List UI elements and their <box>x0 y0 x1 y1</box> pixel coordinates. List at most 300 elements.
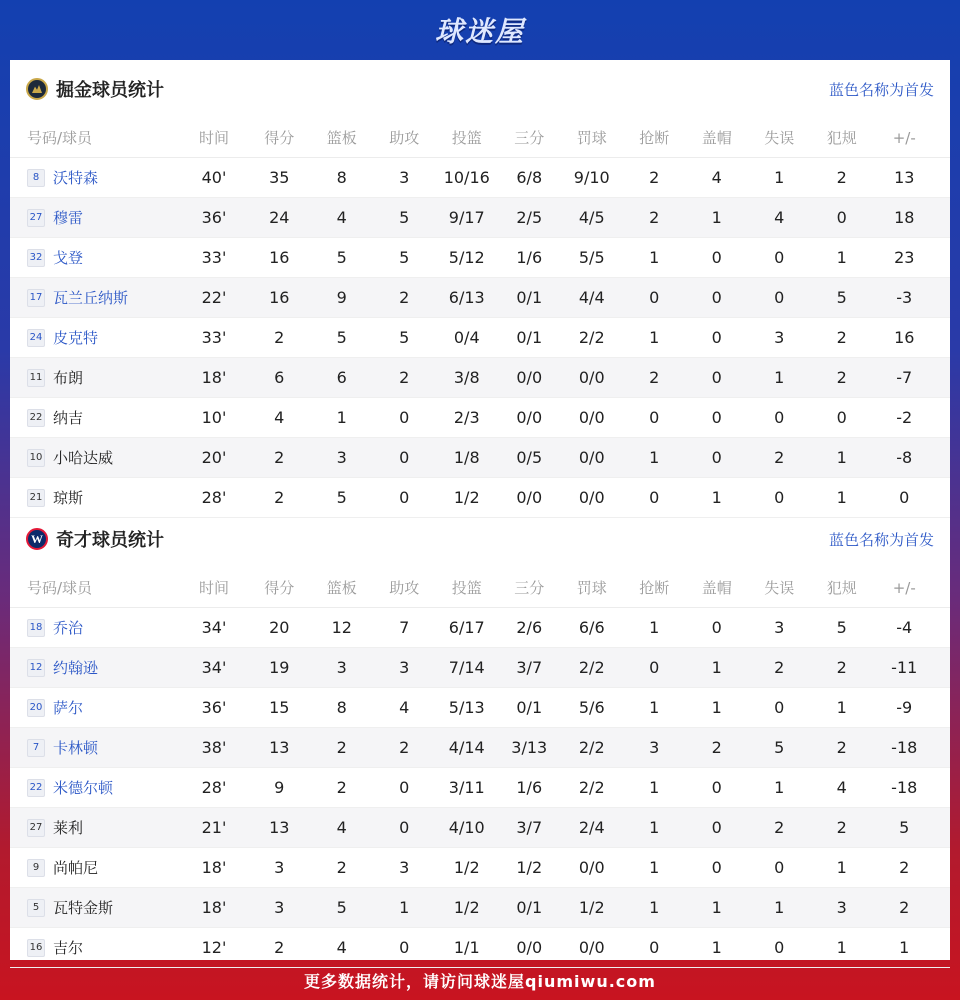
column-header: 篮板 <box>326 579 357 597</box>
field-goals-cell: 1/8 <box>453 448 480 467</box>
player-name-link[interactable]: 米德尔顿 <box>53 779 114 797</box>
fouls-cell: 1 <box>836 858 847 877</box>
points-cell: 16 <box>269 288 290 307</box>
field-goals-cell: 4/14 <box>448 738 485 757</box>
table-row[interactable] <box>10 648 950 688</box>
fouls-cell: 2 <box>836 738 847 757</box>
team-section-nuggets <box>10 60 950 518</box>
assists-cell: 2 <box>399 368 410 387</box>
column-header: 犯规 <box>826 579 857 597</box>
rebounds-cell: 8 <box>336 698 347 717</box>
free-throws-cell: 2/2 <box>578 658 605 677</box>
player-name-link[interactable]: 吉尔 <box>53 939 84 957</box>
section-header <box>10 510 950 568</box>
jersey-number-badge: 27 <box>27 209 45 227</box>
steals-cell: 2 <box>649 208 660 227</box>
plus-minus-cell: 23 <box>894 248 915 267</box>
steals-cell: 1 <box>649 618 660 637</box>
rebounds-cell: 4 <box>336 938 347 957</box>
free-throws-cell: 0/0 <box>578 488 605 507</box>
table-row[interactable] <box>10 768 950 808</box>
fouls-cell: 2 <box>836 328 847 347</box>
turnovers-cell: 0 <box>774 408 785 427</box>
fouls-cell: 2 <box>836 658 847 677</box>
blocks-cell: 1 <box>711 658 722 677</box>
assists-cell: 7 <box>399 618 410 637</box>
table-row[interactable] <box>10 158 950 198</box>
column-header: 罚球 <box>576 579 607 597</box>
player-name-link[interactable]: 纳吉 <box>53 409 84 427</box>
player-name-link[interactable]: 穆雷 <box>53 209 84 227</box>
player-name-link[interactable]: 瓦特金斯 <box>53 899 114 917</box>
three-pointers-cell: 1/6 <box>516 248 543 267</box>
player-cell <box>10 287 180 308</box>
player-name-link[interactable]: 布朗 <box>53 369 84 387</box>
stats-panel <box>10 60 950 960</box>
jersey-number-badge: 9 <box>27 859 45 877</box>
points-cell: 13 <box>269 738 290 757</box>
blocks-cell: 0 <box>711 618 722 637</box>
player-name-link[interactable]: 瓦兰丘纳斯 <box>53 289 129 307</box>
column-header: +/- <box>892 128 916 147</box>
three-pointers-cell: 1/2 <box>516 858 543 877</box>
column-header: 三分 <box>514 129 545 147</box>
points-cell: 9 <box>274 778 285 797</box>
plus-minus-cell: -4 <box>896 618 913 637</box>
assists-cell: 1 <box>399 898 410 917</box>
table-row[interactable] <box>10 728 950 768</box>
wizards-logo-icon: W <box>26 528 48 550</box>
column-header: 盖帽 <box>701 579 732 597</box>
jersey-number-badge: 27 <box>27 819 45 837</box>
field-goals-cell: 6/13 <box>448 288 485 307</box>
blocks-cell: 2 <box>711 738 722 757</box>
column-header: 得分 <box>264 129 295 147</box>
player-name-link[interactable]: 尚帕尼 <box>53 859 99 877</box>
fouls-cell: 2 <box>836 818 847 837</box>
three-pointers-cell: 0/0 <box>516 938 543 957</box>
steals-cell: 1 <box>649 698 660 717</box>
rebounds-cell: 4 <box>336 208 347 227</box>
fouls-cell: 1 <box>836 698 847 717</box>
plus-minus-cell: -3 <box>896 288 913 307</box>
minutes-cell: 33' <box>201 248 227 267</box>
site-logo[interactable]: 球迷屋 <box>434 15 525 48</box>
assists-cell: 0 <box>399 778 410 797</box>
steals-cell: 0 <box>649 408 660 427</box>
assists-cell: 2 <box>399 288 410 307</box>
field-goals-cell: 2/3 <box>453 408 480 427</box>
rebounds-cell: 2 <box>336 858 347 877</box>
points-cell: 3 <box>274 858 285 877</box>
rebounds-cell: 5 <box>336 898 347 917</box>
steals-cell: 2 <box>649 368 660 387</box>
fouls-cell: 0 <box>836 208 847 227</box>
player-cell <box>10 897 180 918</box>
free-throws-cell: 0/0 <box>578 858 605 877</box>
steals-cell: 1 <box>649 778 660 797</box>
three-pointers-cell: 6/8 <box>516 168 543 187</box>
player-cell <box>10 167 180 188</box>
turnovers-cell: 0 <box>774 488 785 507</box>
blocks-cell: 0 <box>711 328 722 347</box>
minutes-cell: 18' <box>201 368 227 387</box>
three-pointers-cell: 0/0 <box>516 488 543 507</box>
rebounds-cell: 12 <box>331 618 352 637</box>
free-throws-cell: 0/0 <box>578 938 605 957</box>
turnovers-cell: 3 <box>774 328 785 347</box>
rebounds-cell: 2 <box>336 738 347 757</box>
column-header: 助攻 <box>389 129 420 147</box>
points-cell: 13 <box>269 818 290 837</box>
turnovers-cell: 2 <box>774 818 785 837</box>
turnovers-cell: 2 <box>774 658 785 677</box>
plus-minus-cell: 0 <box>899 488 910 507</box>
turnovers-cell: 5 <box>774 738 785 757</box>
player-name-link[interactable]: 琼斯 <box>53 489 84 507</box>
column-header: 盖帽 <box>701 129 732 147</box>
steals-cell: 1 <box>649 818 660 837</box>
rebounds-cell: 1 <box>336 408 347 427</box>
fouls-cell: 1 <box>836 248 847 267</box>
rebounds-cell: 4 <box>336 818 347 837</box>
jersey-number-badge: 18 <box>27 619 45 637</box>
points-cell: 2 <box>274 328 285 347</box>
turnovers-cell: 2 <box>774 448 785 467</box>
turnovers-cell: 4 <box>774 208 785 227</box>
plus-minus-cell: 5 <box>899 818 910 837</box>
stats-table <box>10 118 950 518</box>
steals-cell: 1 <box>649 328 660 347</box>
player-cell <box>10 247 180 268</box>
assists-cell: 0 <box>399 938 410 957</box>
free-throws-cell: 4/5 <box>578 208 605 227</box>
assists-cell: 0 <box>399 818 410 837</box>
player-cell <box>10 737 180 758</box>
table-row[interactable] <box>10 318 950 358</box>
plus-minus-cell: 18 <box>894 208 915 227</box>
column-header: +/- <box>892 578 916 597</box>
player-cell <box>10 327 180 348</box>
blocks-cell: 0 <box>711 818 722 837</box>
table-row[interactable] <box>10 238 950 278</box>
starter-legend-note: 蓝色名称为首发 <box>828 530 934 549</box>
points-cell: 35 <box>269 168 290 187</box>
column-header: 抢断 <box>639 579 670 597</box>
steals-cell: 1 <box>649 898 660 917</box>
plus-minus-cell: 2 <box>899 898 910 917</box>
jersey-number-badge: 8 <box>27 169 45 187</box>
assists-cell: 3 <box>399 168 410 187</box>
assists-cell: 0 <box>399 408 410 427</box>
player-name-link[interactable]: 卡林顿 <box>53 739 99 757</box>
blocks-cell: 1 <box>711 938 722 957</box>
stats-table <box>10 568 950 968</box>
free-throws-cell: 0/0 <box>578 368 605 387</box>
plus-minus-cell: 1 <box>899 938 910 957</box>
three-pointers-cell: 2/5 <box>516 208 543 227</box>
free-throws-cell: 4/4 <box>578 288 605 307</box>
plus-minus-cell: -18 <box>891 778 918 797</box>
minutes-cell: 12' <box>201 938 227 957</box>
player-name-link[interactable]: 皮克特 <box>53 329 99 347</box>
assists-cell: 0 <box>399 488 410 507</box>
player-name-link[interactable]: 莱利 <box>53 819 84 837</box>
three-pointers-cell: 3/7 <box>516 658 543 677</box>
minutes-cell: 22' <box>201 288 227 307</box>
fouls-cell: 1 <box>836 448 847 467</box>
three-pointers-cell: 0/5 <box>516 448 543 467</box>
column-header: 犯规 <box>826 129 857 147</box>
field-goals-cell: 1/2 <box>453 898 480 917</box>
jersey-number-badge: 24 <box>27 329 45 347</box>
section-title: 掘金球员统计 <box>56 80 164 101</box>
player-cell <box>10 817 180 838</box>
free-throws-cell: 2/2 <box>578 328 605 347</box>
blocks-cell: 0 <box>711 408 722 427</box>
minutes-cell: 20' <box>201 448 227 467</box>
plus-minus-cell: -7 <box>896 368 913 387</box>
free-throws-cell: 2/2 <box>578 778 605 797</box>
field-goals-cell: 3/11 <box>448 778 485 797</box>
nuggets-logo-icon <box>26 78 48 100</box>
column-header: 失误 <box>764 579 795 597</box>
player-name-link[interactable]: 戈登 <box>53 249 84 267</box>
column-header: 三分 <box>514 579 545 597</box>
section-title: 奇才球员统计 <box>56 530 164 551</box>
player-name-link[interactable]: 沃特森 <box>53 169 99 187</box>
plus-minus-cell: -8 <box>896 448 913 467</box>
free-throws-cell: 0/0 <box>578 408 605 427</box>
points-cell: 15 <box>269 698 290 717</box>
jersey-number-badge: 16 <box>27 939 45 957</box>
three-pointers-cell: 2/6 <box>516 618 543 637</box>
column-header: 号码/球员 <box>27 579 93 597</box>
table-row[interactable] <box>10 608 950 648</box>
turnovers-cell: 0 <box>774 288 785 307</box>
table-header-row <box>10 568 950 608</box>
fouls-cell: 1 <box>836 938 847 957</box>
blocks-cell: 1 <box>711 488 722 507</box>
free-throws-cell: 2/4 <box>578 818 605 837</box>
free-throws-cell: 6/6 <box>578 618 605 637</box>
blocks-cell: 0 <box>711 858 722 877</box>
rebounds-cell: 5 <box>336 488 347 507</box>
minutes-cell: 34' <box>201 658 227 677</box>
column-header: 罚球 <box>576 129 607 147</box>
fouls-cell: 0 <box>836 408 847 427</box>
points-cell: 16 <box>269 248 290 267</box>
turnovers-cell: 0 <box>774 698 785 717</box>
rebounds-cell: 9 <box>336 288 347 307</box>
minutes-cell: 36' <box>201 698 227 717</box>
jersey-number-badge: 5 <box>27 899 45 917</box>
table-row[interactable] <box>10 848 950 888</box>
blocks-cell: 0 <box>711 288 722 307</box>
fouls-cell: 1 <box>836 488 847 507</box>
assists-cell: 5 <box>399 248 410 267</box>
player-cell <box>10 697 180 718</box>
field-goals-cell: 1/2 <box>453 488 480 507</box>
table-row[interactable] <box>10 688 950 728</box>
field-goals-cell: 9/17 <box>448 208 485 227</box>
field-goals-cell: 7/14 <box>448 658 485 677</box>
minutes-cell: 33' <box>201 328 227 347</box>
rebounds-cell: 6 <box>336 368 347 387</box>
column-header: 得分 <box>264 579 295 597</box>
three-pointers-cell: 0/1 <box>516 898 543 917</box>
blocks-cell: 1 <box>711 898 722 917</box>
steals-cell: 0 <box>649 658 660 677</box>
three-pointers-cell: 0/1 <box>516 288 543 307</box>
field-goals-cell: 5/12 <box>448 248 485 267</box>
field-goals-cell: 3/8 <box>453 368 480 387</box>
jersey-number-badge: 10 <box>27 449 45 467</box>
assists-cell: 0 <box>399 448 410 467</box>
three-pointers-cell: 3/13 <box>511 738 548 757</box>
field-goals-cell: 0/4 <box>453 328 480 347</box>
table-row[interactable] <box>10 198 950 238</box>
jersey-number-badge: 22 <box>27 409 45 427</box>
jersey-number-badge: 20 <box>27 699 45 717</box>
player-cell <box>10 617 180 638</box>
player-cell <box>10 367 180 388</box>
table-row[interactable] <box>10 888 950 928</box>
field-goals-cell: 6/17 <box>448 618 485 637</box>
table-row[interactable] <box>10 278 950 318</box>
steals-cell: 0 <box>649 938 660 957</box>
jersey-number-badge: 22 <box>27 779 45 797</box>
plus-minus-cell: 2 <box>899 858 910 877</box>
plus-minus-cell: -9 <box>896 698 913 717</box>
team-section-wizards <box>10 510 950 968</box>
plus-minus-cell: 13 <box>894 168 915 187</box>
jersey-number-badge: 21 <box>27 489 45 507</box>
free-throws-cell: 0/0 <box>578 448 605 467</box>
column-header: 时间 <box>198 129 229 147</box>
rebounds-cell: 8 <box>336 168 347 187</box>
fouls-cell: 4 <box>836 778 847 797</box>
turnovers-cell: 0 <box>774 248 785 267</box>
rebounds-cell: 5 <box>336 248 347 267</box>
rebounds-cell: 3 <box>336 658 347 677</box>
points-cell: 2 <box>274 938 285 957</box>
steals-cell: 0 <box>649 488 660 507</box>
column-header: 失误 <box>764 129 795 147</box>
table-row[interactable] <box>10 438 950 478</box>
turnovers-cell: 0 <box>774 858 785 877</box>
points-cell: 4 <box>274 408 285 427</box>
plus-minus-cell: 16 <box>894 328 915 347</box>
steals-cell: 0 <box>649 288 660 307</box>
assists-cell: 5 <box>399 208 410 227</box>
table-header-row <box>10 118 950 158</box>
assists-cell: 4 <box>399 698 410 717</box>
plus-minus-cell: -18 <box>891 738 918 757</box>
points-cell: 24 <box>269 208 290 227</box>
field-goals-cell: 1/1 <box>453 938 480 957</box>
column-header: 时间 <box>198 579 229 597</box>
points-cell: 20 <box>269 618 290 637</box>
steals-cell: 1 <box>649 248 660 267</box>
player-cell <box>10 207 180 228</box>
jersey-number-badge: 7 <box>27 739 45 757</box>
minutes-cell: 40' <box>201 168 227 187</box>
free-throws-cell: 2/2 <box>578 738 605 757</box>
minutes-cell: 28' <box>201 488 227 507</box>
table-row[interactable] <box>10 808 950 848</box>
plus-minus-cell: -2 <box>896 408 913 427</box>
points-cell: 3 <box>274 898 285 917</box>
jersey-number-badge: 11 <box>27 369 45 387</box>
blocks-cell: 4 <box>711 168 722 187</box>
table-row[interactable] <box>10 358 950 398</box>
assists-cell: 3 <box>399 658 410 677</box>
three-pointers-cell: 0/0 <box>516 368 543 387</box>
column-header: 篮板 <box>326 129 357 147</box>
fouls-cell: 2 <box>836 368 847 387</box>
steals-cell: 3 <box>649 738 660 757</box>
turnovers-cell: 1 <box>774 898 785 917</box>
field-goals-cell: 5/13 <box>448 698 485 717</box>
player-name-link[interactable]: 乔治 <box>53 619 84 637</box>
free-throws-cell: 9/10 <box>573 168 610 187</box>
three-pointers-cell: 0/1 <box>516 328 543 347</box>
points-cell: 19 <box>269 658 290 677</box>
assists-cell: 2 <box>399 738 410 757</box>
player-name-link[interactable]: 萨尔 <box>53 699 84 717</box>
jersey-number-badge: 17 <box>27 289 45 307</box>
fouls-cell: 5 <box>836 618 847 637</box>
three-pointers-cell: 0/0 <box>516 408 543 427</box>
assists-cell: 5 <box>399 328 410 347</box>
points-cell: 6 <box>274 368 285 387</box>
column-header: 投篮 <box>451 129 482 147</box>
free-throws-cell: 5/6 <box>578 698 605 717</box>
table-row[interactable] <box>10 398 950 438</box>
player-cell <box>10 657 180 678</box>
rebounds-cell: 2 <box>336 778 347 797</box>
free-throws-cell: 1/2 <box>578 898 605 917</box>
steals-cell: 1 <box>649 858 660 877</box>
player-cell <box>10 857 180 878</box>
minutes-cell: 36' <box>201 208 227 227</box>
blocks-cell: 0 <box>711 368 722 387</box>
field-goals-cell: 4/10 <box>448 818 485 837</box>
player-name-link[interactable]: 小哈达威 <box>53 449 114 467</box>
minutes-cell: 18' <box>201 898 227 917</box>
rebounds-cell: 5 <box>336 328 347 347</box>
minutes-cell: 38' <box>201 738 227 757</box>
field-goals-cell: 1/2 <box>453 858 480 877</box>
minutes-cell: 28' <box>201 778 227 797</box>
three-pointers-cell: 0/1 <box>516 698 543 717</box>
points-cell: 2 <box>274 448 285 467</box>
minutes-cell: 18' <box>201 858 227 877</box>
player-cell <box>10 487 180 508</box>
site-header <box>0 0 960 60</box>
column-header: 助攻 <box>389 579 420 597</box>
turnovers-cell: 1 <box>774 778 785 797</box>
blocks-cell: 0 <box>711 448 722 467</box>
player-name-link[interactable]: 约翰逊 <box>53 659 99 677</box>
turnovers-cell: 1 <box>774 168 785 187</box>
rebounds-cell: 3 <box>336 448 347 467</box>
player-cell <box>10 407 180 428</box>
fouls-cell: 2 <box>836 168 847 187</box>
footer-promo-link[interactable]: 更多数据统计，请访问球迷屋qiumiwu.com <box>304 971 656 991</box>
column-header: 投篮 <box>451 579 482 597</box>
